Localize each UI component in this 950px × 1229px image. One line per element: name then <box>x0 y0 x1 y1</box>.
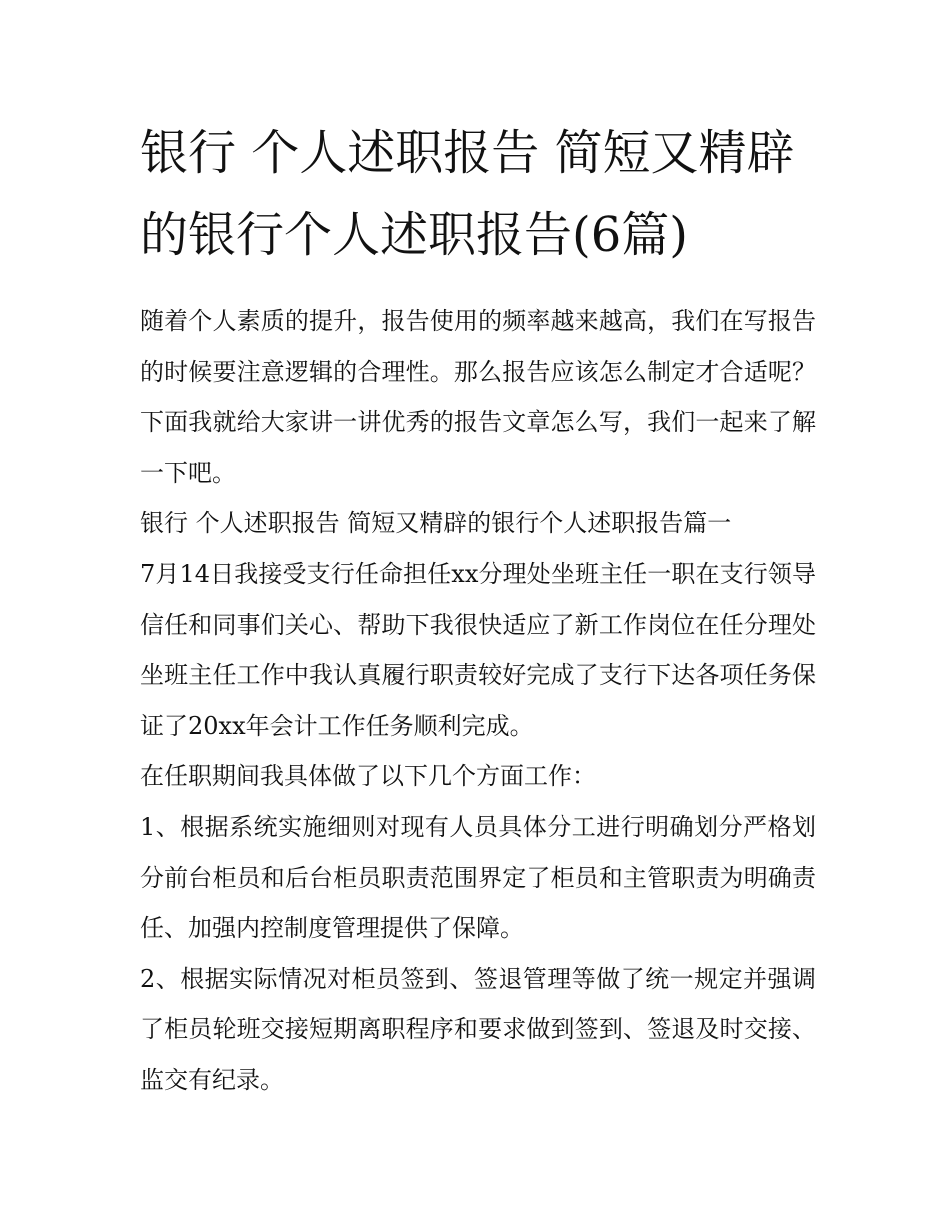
body-paragraph: 在任职期间我具体做了以下几个方面工作： <box>140 762 596 791</box>
section-heading: 银行 个人述职报告 简短又精辟的银行个人述职报告篇一 <box>140 509 732 538</box>
list-item: 1、根据系统实施细则对现有人员具体分工进行明确划分严格划分前台柜员和后台柜员职责范围界定了柜员和主管职责为明确责任、加强内控制度管理提供了保障。 <box>140 812 816 943</box>
document-title: 银行 个人述职报告 简短又精辟的银行个人述职报告(6篇) <box>140 125 795 263</box>
document-page <box>140 112 816 1106</box>
intro-paragraph: 随着个人素质的提升，报告使用的频率越来越高，我们在写报告的时候要注意逻辑的合理性。那么报告应该怎么制定才合适呢？下面我就给大家讲一讲优秀的报告文章怎么写，我们一起来了解一下吧。 <box>140 307 816 487</box>
list-item: 2、根据实际情况对柜员签到、签退管理等做了统一规定并强调了柜员轮班交接短期离职程序和要求做到签到、签退及时交接、监交有纪录。 <box>140 964 816 1094</box>
body-paragraph: 7月14日我接受支行任命担任xx分理处坐班主任一职在支行领导信任和同事们关心、帮助下我很快适应了新工作岗位在任分理处坐班主任工作中我认真履行职责较好完成了支行下达各项任务保证了20xx年会计工作任务顺利完成。 <box>140 559 816 740</box>
